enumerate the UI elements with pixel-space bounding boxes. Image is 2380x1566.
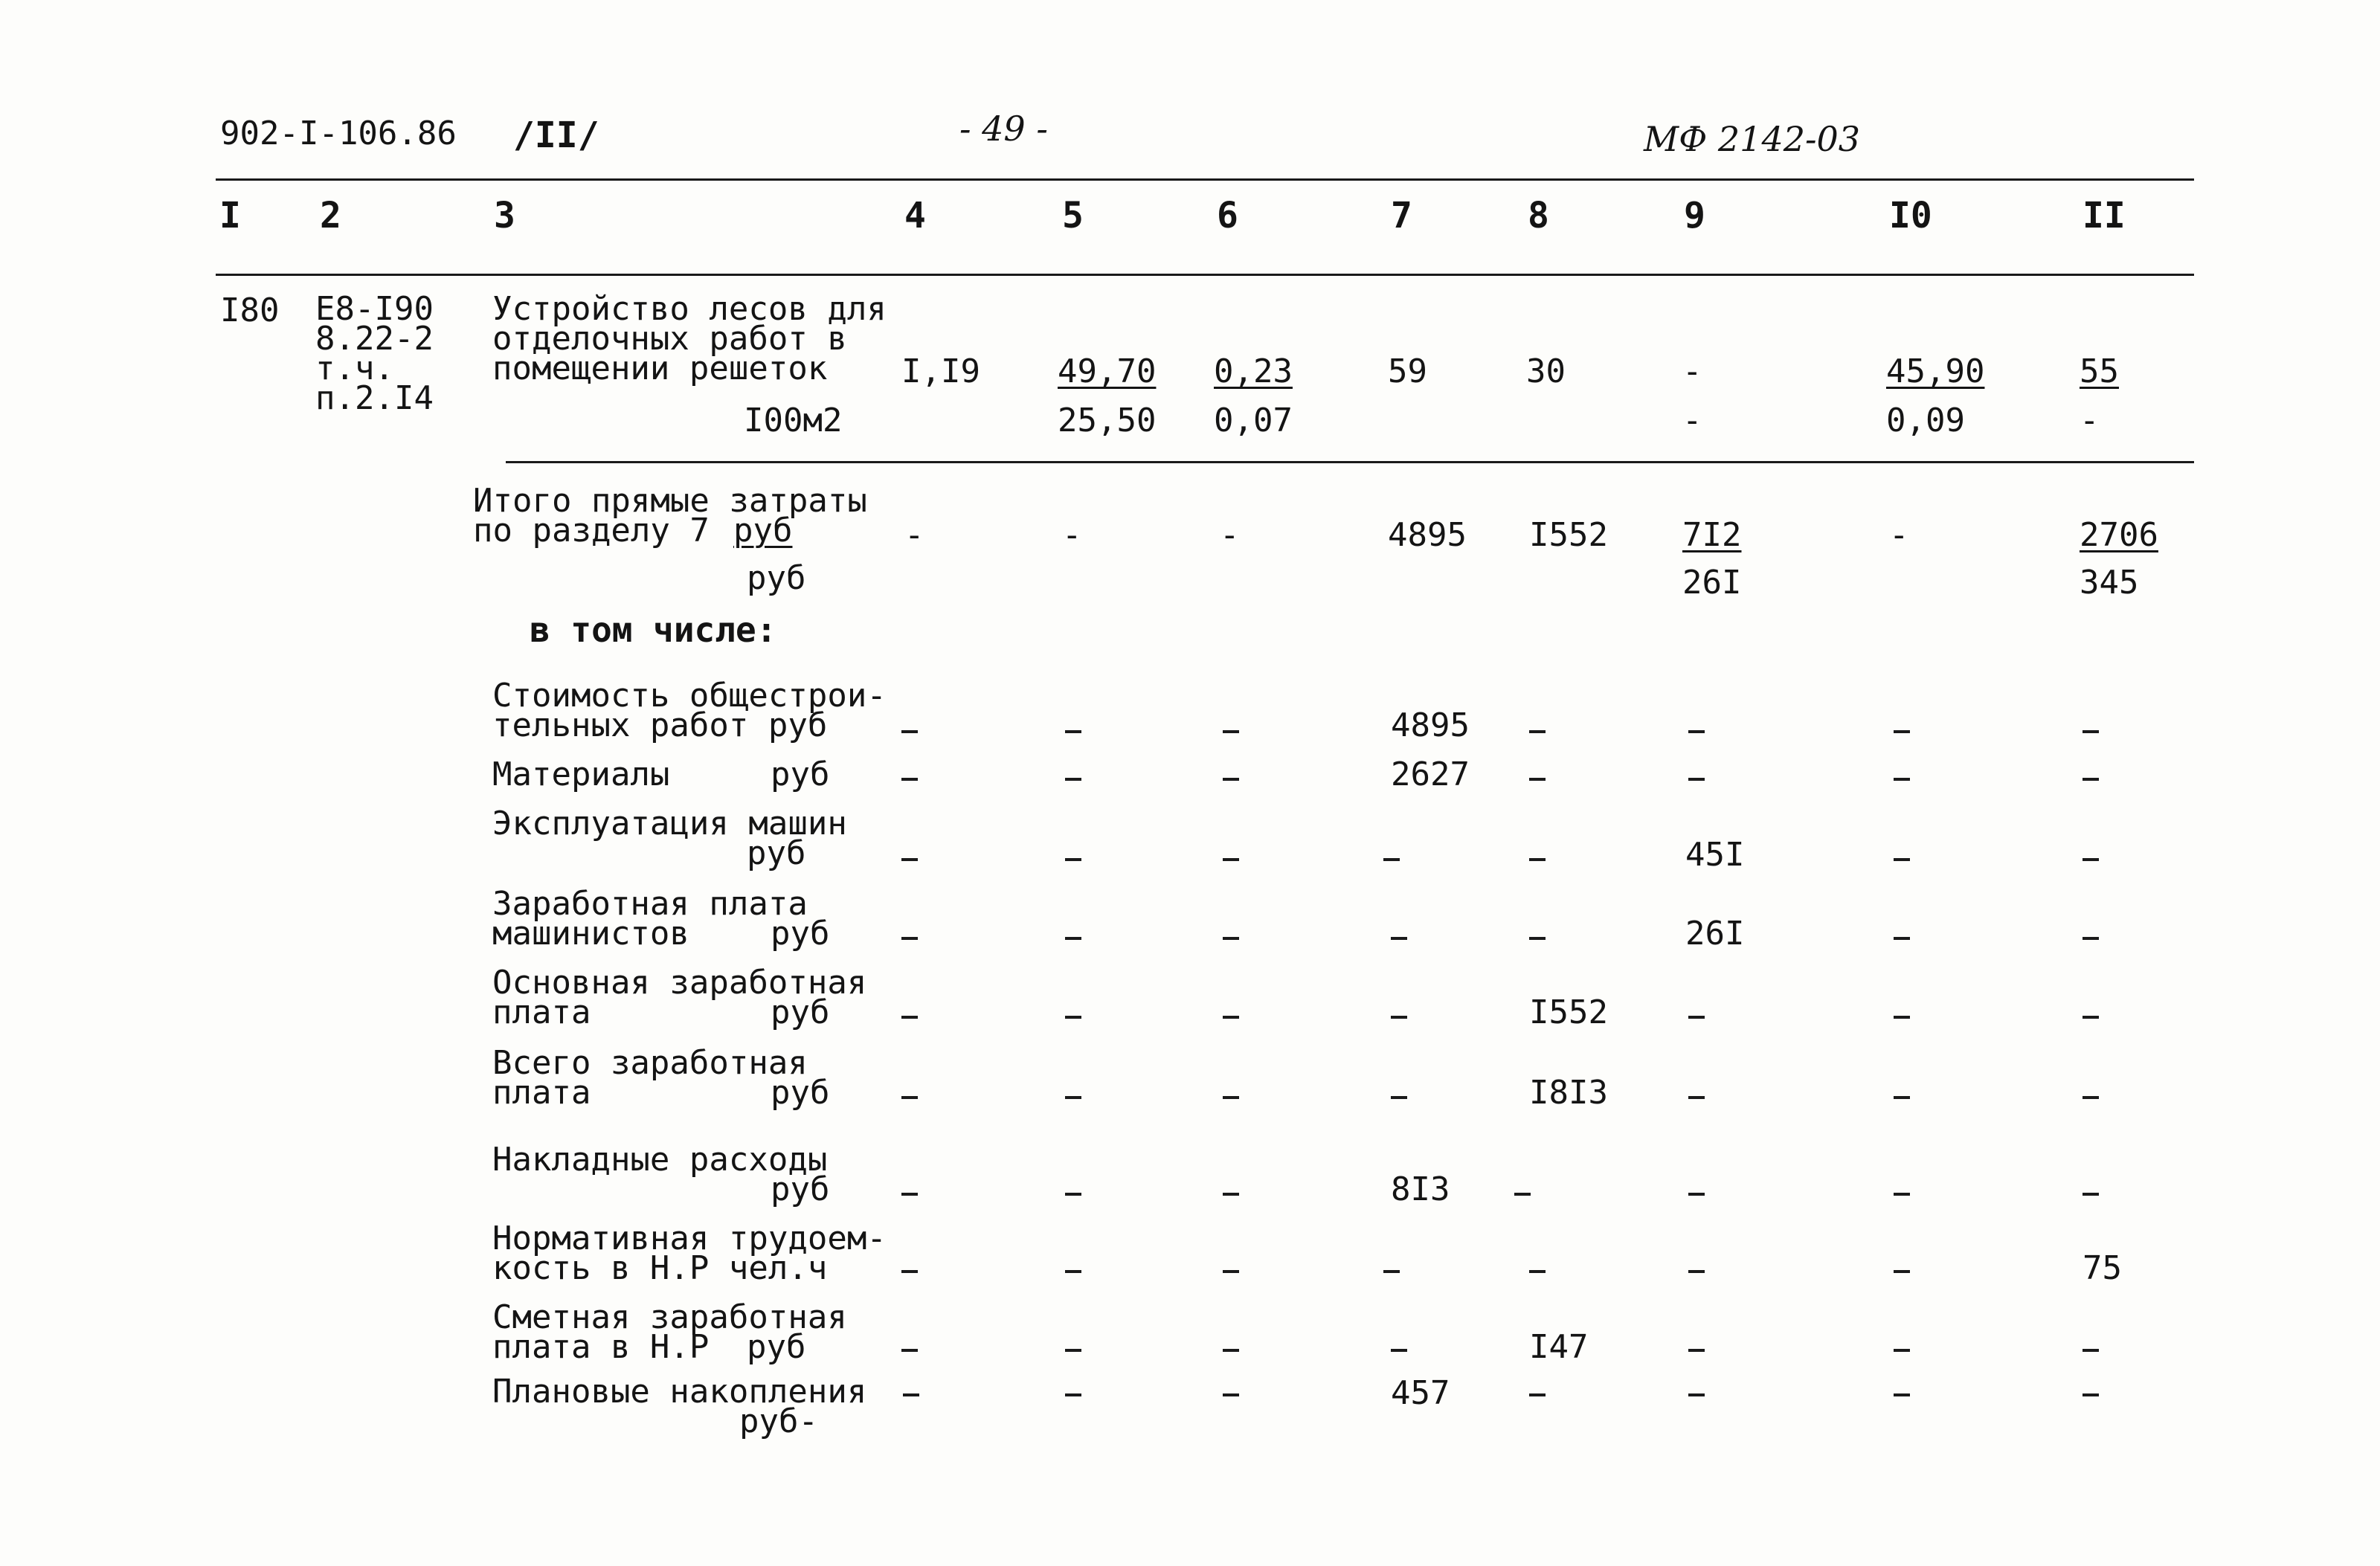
column-header: 8 — [1528, 195, 1549, 236]
item-total-wage: 30 — [1526, 352, 1566, 390]
empty-cell-dash — [2082, 858, 2099, 861]
empty-cell-dash — [1391, 1096, 1407, 1099]
empty-cell-dash — [1223, 778, 1239, 781]
row-value: 457 — [1391, 1374, 1450, 1412]
empty-cell-dash — [2082, 1096, 2099, 1099]
column-header: I0 — [1889, 195, 1932, 236]
row-label: Материалы — [492, 755, 670, 793]
empty-cell-dash — [1894, 1096, 1910, 1099]
totals-value: - — [1062, 516, 1082, 554]
row-label: Накладные расходы — [492, 1141, 828, 1179]
empty-cell-dash — [1894, 1393, 1910, 1396]
empty-cell-dash — [1065, 1016, 1081, 1019]
row-unit: руб — [747, 1328, 806, 1366]
item-name: отделочных работ в — [492, 320, 847, 358]
columns-rule — [216, 274, 2194, 276]
row-value: 4895 — [1391, 706, 1470, 744]
empty-cell-dash — [2082, 778, 2099, 781]
empty-cell-dash — [1391, 1016, 1407, 1019]
item-machinist-unit: 0,09 — [1886, 402, 1965, 439]
item-total-machine-wage: - — [1682, 402, 1702, 439]
item-code: т.ч. — [315, 349, 394, 387]
row-value: 26I — [1685, 915, 1745, 953]
empty-cell-dash — [2082, 1193, 2099, 1196]
row-label: Стоимость общестрои- — [492, 677, 887, 715]
empty-cell-dash — [2082, 937, 2099, 940]
row-unit: руб — [771, 755, 830, 793]
empty-cell-dash — [1391, 937, 1407, 940]
row-label: кость в Н.Р чел.ч — [492, 1249, 828, 1287]
document-reference: МФ 2142-03 — [1644, 119, 1861, 159]
empty-cell-dash — [1894, 730, 1910, 733]
empty-cell-dash — [901, 858, 918, 861]
empty-cell-dash — [901, 1349, 918, 1352]
empty-cell-dash — [901, 1016, 918, 1019]
row-value: 2627 — [1391, 755, 1470, 793]
empty-cell-dash — [1688, 730, 1705, 733]
empty-cell-dash — [1688, 1393, 1705, 1396]
column-header: 7 — [1391, 195, 1412, 236]
empty-cell-dash — [1688, 1096, 1705, 1099]
column-header: 9 — [1684, 195, 1705, 236]
empty-cell-dash — [1391, 1349, 1407, 1352]
item-code: 8.22-2 — [315, 320, 434, 358]
row-unit: руб — [771, 1170, 830, 1208]
item-unit-cost: 49,70 — [1058, 352, 1157, 390]
item-code: Е8-I90 — [315, 290, 434, 328]
column-header: 6 — [1217, 195, 1238, 236]
including-label: в том числе: — [530, 610, 777, 650]
empty-cell-dash — [1529, 858, 1546, 861]
empty-cell-dash — [1514, 1193, 1531, 1196]
item-unit-wage: 25,50 — [1058, 402, 1157, 439]
empty-cell-dash — [1223, 1393, 1239, 1396]
empty-cell-dash — [1223, 1016, 1239, 1019]
empty-cell-dash — [1065, 1393, 1081, 1396]
row-unit: руб — [771, 915, 830, 953]
item-total-cost: 59 — [1388, 352, 1427, 390]
item-number: I80 — [220, 291, 280, 329]
empty-cell-dash — [1223, 858, 1239, 861]
empty-cell-dash — [1688, 1349, 1705, 1352]
item-machinist-total: - — [2080, 402, 2100, 439]
item-code: п.2.I4 — [315, 379, 434, 417]
document-code: 902-I-106.86 — [220, 115, 457, 152]
item-machine-wage: 0,07 — [1214, 402, 1293, 439]
row-label: плата — [492, 1074, 591, 1112]
row-value: I552 — [1529, 993, 1608, 1031]
empty-cell-dash — [1223, 1270, 1239, 1273]
row-unit: руб — [771, 1074, 830, 1112]
item-name: Устройство лесов для — [492, 290, 887, 328]
empty-cell-dash — [1529, 778, 1546, 781]
empty-cell-dash — [1065, 1193, 1081, 1196]
row-value: 75 — [2082, 1249, 2122, 1287]
empty-cell-dash — [1223, 1349, 1239, 1352]
empty-cell-dash — [1065, 858, 1081, 861]
row-unit: руб- — [739, 1402, 818, 1440]
row-label: плата в Н.Р — [492, 1328, 710, 1366]
row-label: Всего заработная — [492, 1044, 808, 1082]
empty-cell-dash — [1223, 1096, 1239, 1099]
column-header: II — [2082, 195, 2126, 236]
empty-cell-dash — [901, 1193, 918, 1196]
empty-cell-dash — [901, 778, 918, 781]
row-label: Сметная заработная — [492, 1298, 847, 1336]
empty-cell-dash — [1688, 1193, 1705, 1196]
column-header: 2 — [320, 195, 341, 236]
totals-value: 26I — [1682, 564, 1742, 602]
row-label: Заработная плата — [492, 885, 808, 923]
column-header: 4 — [904, 195, 926, 236]
totals-value: - — [904, 516, 924, 554]
totals-label: Итого прямые затраты — [473, 482, 867, 520]
row-unit: руб — [747, 834, 806, 872]
row-value: I47 — [1529, 1328, 1589, 1366]
row-label: Плановые накопления — [492, 1373, 867, 1411]
row-value: 8I3 — [1391, 1170, 1450, 1208]
empty-cell-dash — [1223, 730, 1239, 733]
empty-cell-dash — [1894, 1016, 1910, 1019]
empty-cell-dash — [1383, 1270, 1400, 1273]
row-label: Основная заработная — [492, 964, 867, 1002]
row-unit: руб — [771, 993, 830, 1031]
column-header: 5 — [1062, 195, 1084, 236]
empty-cell-dash — [1065, 1096, 1081, 1099]
item-labor-total: 55 — [2080, 352, 2119, 390]
totals-value: 2706 — [2080, 516, 2158, 554]
row-label: машинистов — [492, 915, 689, 953]
page-number: - 49 - — [959, 109, 1048, 149]
item-name: помещении решеток — [492, 349, 828, 387]
totals-unit: руб — [747, 559, 806, 597]
empty-cell-dash — [1065, 1349, 1081, 1352]
empty-cell-dash — [2082, 1016, 2099, 1019]
item-labor-unit: 45,90 — [1886, 352, 1985, 390]
empty-cell-dash — [2082, 1393, 2099, 1396]
totals-value: - — [1220, 516, 1240, 554]
empty-cell-dash — [1894, 778, 1910, 781]
column-header: I — [219, 195, 241, 236]
empty-cell-dash — [1065, 778, 1081, 781]
empty-cell-dash — [1894, 1270, 1910, 1273]
totals-unit: руб — [733, 512, 793, 550]
item-unit: I00м2 — [744, 402, 843, 439]
empty-cell-dash — [1383, 858, 1400, 861]
empty-cell-dash — [1894, 1349, 1910, 1352]
empty-cell-dash — [1688, 1016, 1705, 1019]
totals-label: по разделу 7 — [473, 512, 710, 550]
empty-cell-dash — [1894, 937, 1910, 940]
empty-cell-dash — [1688, 1270, 1705, 1273]
totals-value: 345 — [2080, 564, 2139, 602]
empty-cell-dash — [1065, 730, 1081, 733]
item-rule — [506, 461, 2194, 463]
column-header: 3 — [494, 195, 515, 236]
empty-cell-dash — [901, 1270, 918, 1273]
row-label: Нормативная трудоем- — [492, 1219, 887, 1257]
empty-cell-dash — [1894, 858, 1910, 861]
empty-cell-dash — [2082, 730, 2099, 733]
empty-cell-dash — [1688, 778, 1705, 781]
totals-value: - — [1889, 516, 1909, 554]
empty-cell-dash — [1529, 730, 1546, 733]
totals-value: 7I2 — [1682, 516, 1742, 554]
empty-cell-dash — [1065, 937, 1081, 940]
totals-value: 4895 — [1388, 516, 1467, 554]
row-label: плата — [492, 993, 591, 1031]
empty-cell-dash — [1223, 1193, 1239, 1196]
empty-cell-dash — [1529, 1270, 1546, 1273]
row-label: тельных работ руб — [492, 706, 828, 744]
empty-cell-dash — [901, 937, 918, 940]
totals-value: I552 — [1529, 516, 1608, 554]
album-number: /II/ — [513, 115, 599, 156]
empty-cell-dash — [2082, 1349, 2099, 1352]
empty-cell-dash — [1529, 1393, 1546, 1396]
empty-cell-dash — [1894, 1193, 1910, 1196]
item-machine-cost: 0,23 — [1214, 352, 1293, 390]
empty-cell-dash — [901, 730, 918, 733]
item-quantity: I,I9 — [901, 352, 980, 390]
empty-cell-dash — [903, 1393, 919, 1396]
header-rule — [216, 178, 2194, 181]
empty-cell-dash — [1065, 1270, 1081, 1273]
empty-cell-dash — [1529, 937, 1546, 940]
empty-cell-dash — [901, 1096, 918, 1099]
item-total-machine: - — [1682, 352, 1702, 390]
row-value: I8I3 — [1529, 1074, 1608, 1112]
row-label: Эксплуатация машин — [492, 805, 847, 842]
row-value: 45I — [1685, 836, 1745, 874]
empty-cell-dash — [1223, 937, 1239, 940]
